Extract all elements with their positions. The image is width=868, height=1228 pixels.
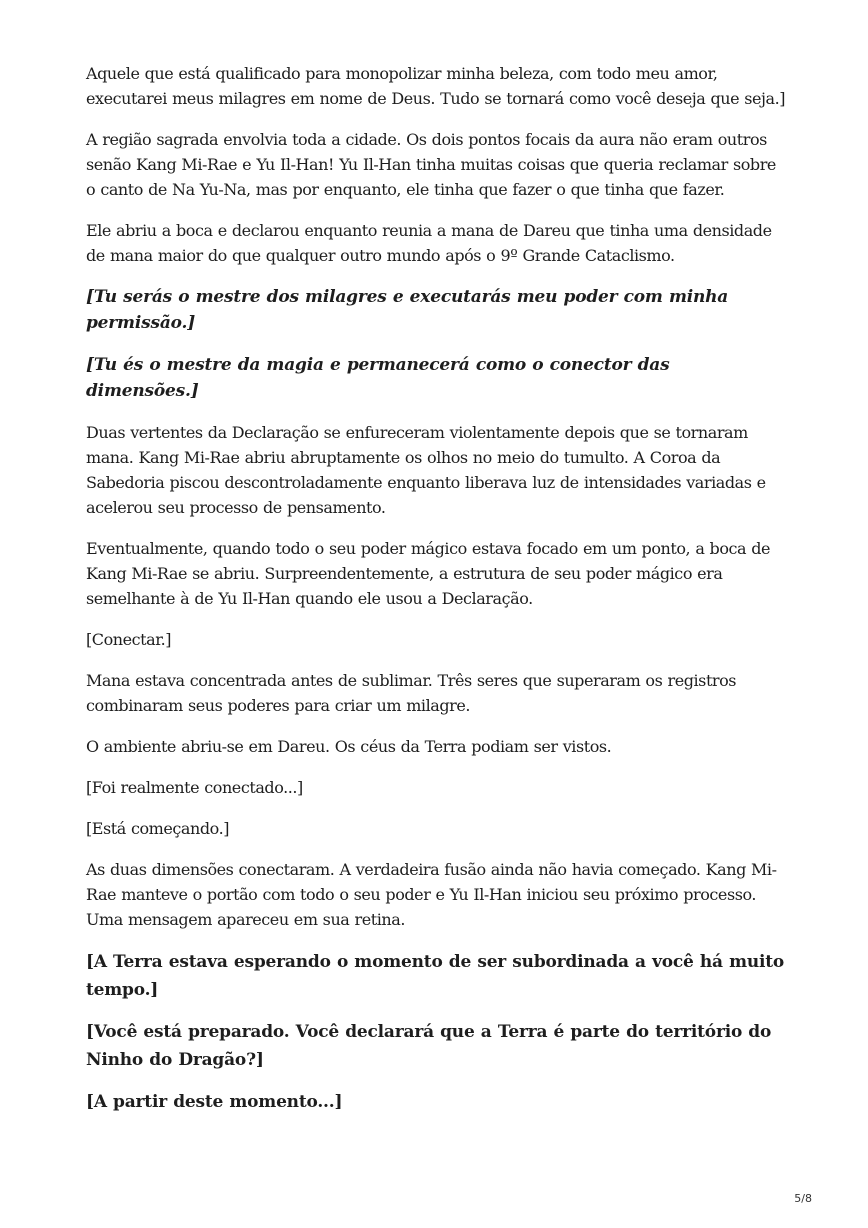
paragraph: Ele abriu a boca e declarou enquanto reunia a mana de Dareu que tinha uma densidade de mana maior do que qualquer outro mundo após o 9º Grande Cataclismo. <box>86 221 772 265</box>
paragraph: A região sagrada envolvia toda a cidade. Os dois pontos focais da aura não eram outros senão Kang Mi-Rae e Yu Il-Han! Yu Il-Han tinha muitas coisas que queria reclamar sobre o canto de Na Yu-Na, mas por enquanto, ele tinha que fazer o que tinha que fazer. <box>86 130 776 199</box>
declaration-paragraph: [Tu serás o mestre dos milagres e executarás meu poder com minha permissão.] <box>86 287 729 333</box>
paragraph: As duas dimensões conectaram. A verdadeira fusão ainda não havia começado. Kang Mi-Rae manteve o portão com todo o seu poder e Yu Il-Han iniciou seu próximo processo. Uma mensagem apareceu em sua retina. <box>86 860 777 929</box>
system-message-paragraph: [A partir deste momento...] <box>86 1092 343 1112</box>
system-message-paragraph: [Você está preparado. Você declarará que a Terra é parte do território do Ninho do Dragão?] <box>86 1022 772 1070</box>
paragraph: O ambiente abriu-se em Dareu. Os céus da Terra podiam ser vistos. <box>86 737 612 756</box>
paragraph: [Está começando.] <box>86 819 229 838</box>
paragraph: Eventualmente, quando todo o seu poder mágico estava focado em um ponto, a boca de Kang Mi-Rae se abriu. Surpreendentemente, a estrutura de seu poder mágico era semelhante à de Yu Il-Han quando ele usou a Declaração. <box>86 539 771 608</box>
declaration-paragraph: [Tu és o mestre da magia e permanecerá como o conector das dimensões.] <box>86 355 670 401</box>
document-page <box>86 61 786 1130</box>
paragraph: [Conectar.] <box>86 630 172 649</box>
page-number: 5/8 <box>794 1192 812 1205</box>
paragraph: Aquele que está qualificado para monopolizar minha beleza, com todo meu amor, executarei meus milagres em nome de Deus. Tudo se tornará como você deseja que seja.] <box>86 64 786 108</box>
system-message-paragraph: [A Terra estava esperando o momento de ser subordinada a você há muito tempo.] <box>86 952 785 1000</box>
paragraph: Mana estava concentrada antes de sublimar. Três seres que superaram os registros combinaram seus poderes para criar um milagre. <box>86 671 737 715</box>
paragraph: Duas vertentes da Declaração se enfureceram violentamente depois que se tornaram mana. Kang Mi-Rae abriu abruptamente os olhos no meio do tumulto. A Coroa da Sabedoria piscou descontroladamente enquanto liberava luz de intensidades variadas e acelerou seu processo de pensamento. <box>86 423 766 517</box>
paragraph: [Foi realmente conectado...] <box>86 778 303 797</box>
